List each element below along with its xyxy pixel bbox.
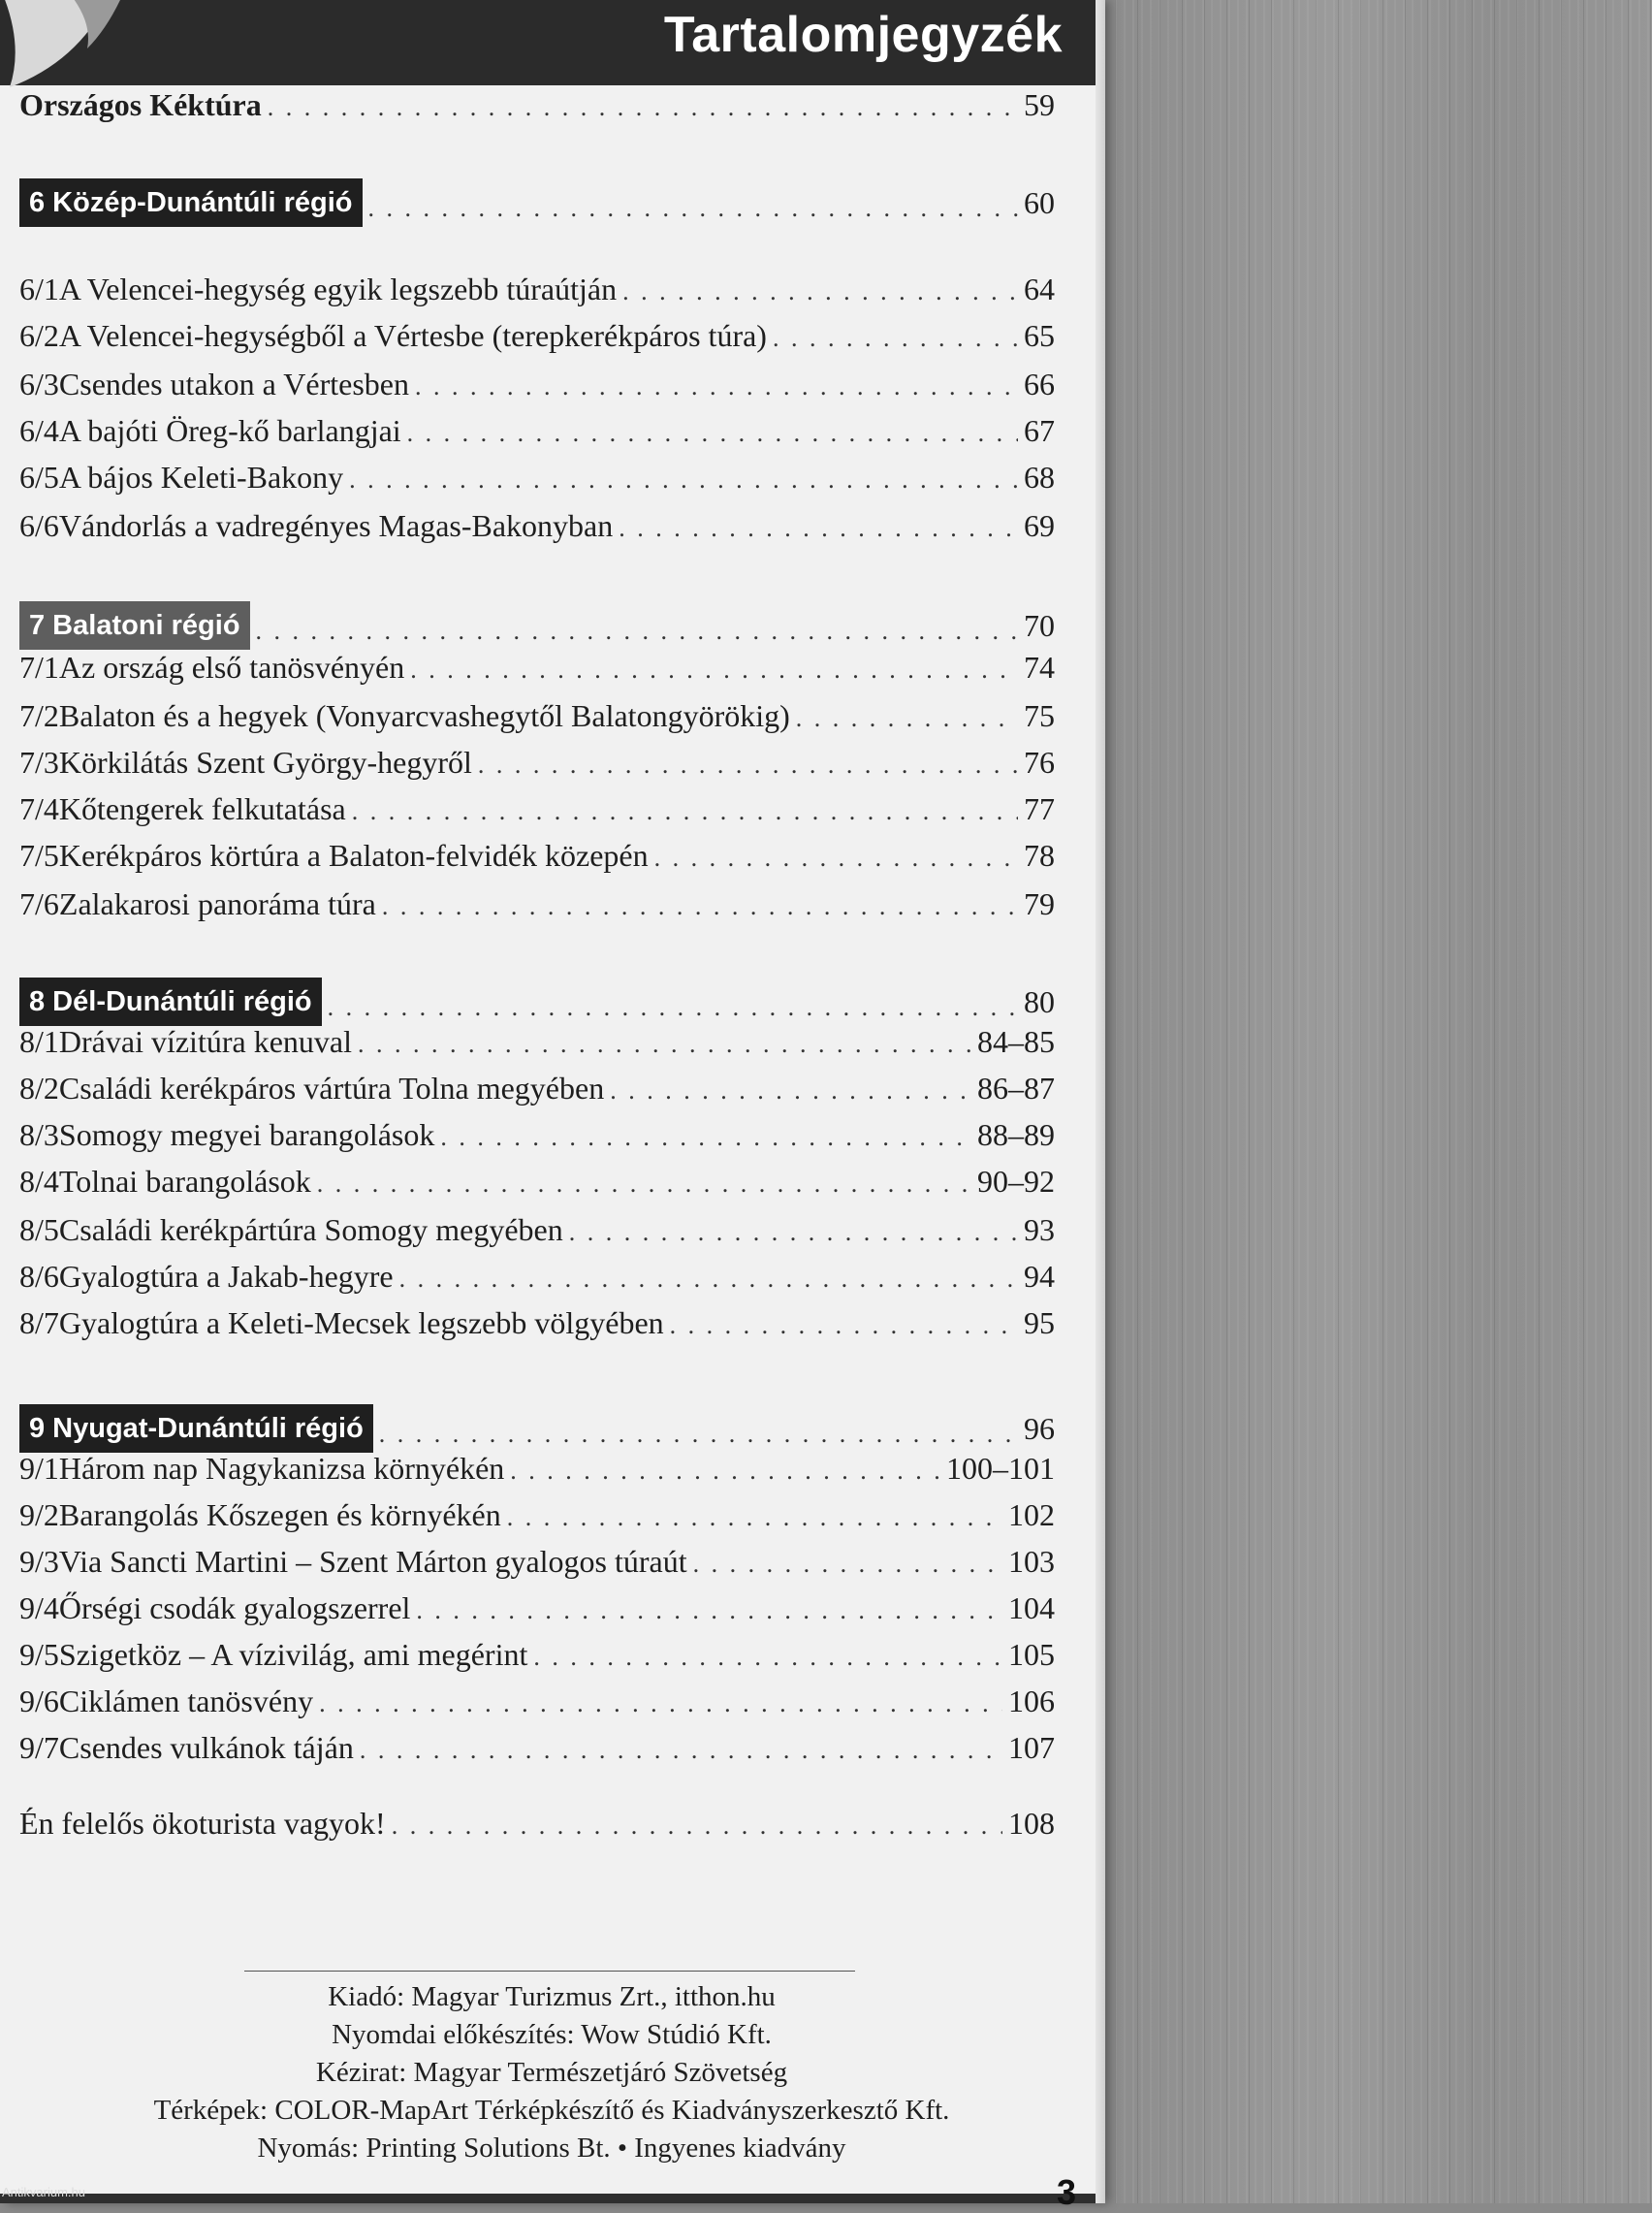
entry-page-number: 104 — [1008, 1590, 1055, 1625]
entry-number: 7/5 — [19, 838, 59, 873]
toc-entry — [19, 1730, 1055, 1775]
dot-leader — [773, 324, 1018, 353]
entry-title: Kerékpáros körtúra a Balaton-felvidék közepén — [58, 838, 649, 873]
entry-number: 9/7 — [19, 1730, 59, 1765]
toc-entry — [19, 838, 1055, 882]
entry-title: A Velencei-hegység egyik legszebb túraútján — [58, 272, 618, 306]
entry-page-number: 79 — [1024, 886, 1055, 921]
dot-leader — [399, 1265, 1018, 1294]
toc-entry — [19, 1684, 1055, 1728]
entry-number: 6/3 — [19, 367, 59, 401]
toc-entry — [19, 745, 1055, 789]
toc-entry — [19, 508, 1055, 553]
entry-title: Gyalogtúra a Jakab-hegyre — [58, 1259, 394, 1294]
dot-leader — [622, 277, 1018, 306]
entry-number: 7/4 — [19, 791, 59, 826]
dot-leader — [440, 1123, 971, 1152]
entry-page-number: 86–87 — [977, 1071, 1055, 1106]
entry-title: Csendes utakon a Vértesben — [58, 367, 409, 401]
entry-title: Ciklámen tanösvény — [58, 1684, 314, 1718]
entry-title: Drávai vízitúra kenuval — [58, 1024, 352, 1059]
toc-entry — [19, 1024, 1055, 1069]
toc-entry — [19, 1451, 1055, 1495]
entry-title: Via Sancti Martini – Szent Márton gyalogos túraút — [58, 1544, 687, 1579]
entry-number: 7/1 — [19, 650, 59, 685]
entry-title: Az ország első tanösvényén — [58, 650, 405, 685]
bottom-strip — [0, 2194, 1103, 2203]
dot-leader — [610, 1076, 971, 1106]
toc-section-heading — [19, 595, 1055, 650]
entry-number: 6/5 — [19, 460, 59, 495]
toc-entry — [19, 318, 1055, 363]
entry-page-number: 80 — [1024, 984, 1055, 1019]
imprint-line: Nyomdai előkészítés: Wow Stúdió Kft. — [332, 2019, 772, 2050]
entry-page-number: 77 — [1024, 791, 1055, 826]
entry-title: Családi kerékpáros vártúra Tolna megyében — [58, 1071, 605, 1106]
entry-page-number: 64 — [1024, 272, 1055, 306]
entry-page-number: 108 — [1008, 1806, 1055, 1841]
entry-page-number: 70 — [1024, 608, 1055, 643]
dot-leader — [507, 1503, 1002, 1532]
dot-leader — [416, 1596, 1002, 1625]
toc-entry — [19, 367, 1055, 411]
dot-leader — [328, 993, 1018, 1026]
entry-page-number: 60 — [1024, 185, 1055, 220]
entry-page-number: 67 — [1024, 413, 1055, 448]
toc-entry — [19, 1117, 1055, 1162]
entry-number: 8/2 — [19, 1071, 59, 1106]
entry-title: A bajóti Öreg-kő barlangjai — [58, 413, 401, 448]
toc-entry — [19, 791, 1055, 836]
toc-entry — [19, 1071, 1055, 1115]
dot-leader — [392, 1812, 1002, 1841]
entry-title: Vándorlás a vadregényes Magas-Bakonyban — [58, 508, 614, 543]
watermark: Antikvarium.hu — [2, 2185, 85, 2199]
toc-entry — [19, 87, 1055, 132]
entry-page-number: 76 — [1024, 745, 1055, 780]
imprint — [0, 1978, 1103, 2167]
toc-entry — [19, 1212, 1055, 1257]
toc-entry — [19, 1497, 1055, 1542]
dot-leader — [319, 1689, 1002, 1718]
dot-leader — [360, 1736, 1002, 1765]
entry-number: 8/6 — [19, 1259, 59, 1294]
imprint-line: Térképek: COLOR-MapArt Térképkészítő és Kiadványszerkesztő Kft. — [153, 2095, 950, 2126]
entry-number: 9/1 — [19, 1451, 59, 1486]
section-label: 6 Közép-Dunántúli régió — [19, 178, 363, 227]
toc-entry — [19, 1164, 1055, 1208]
entry-title: Kőtengerek felkutatása — [58, 791, 346, 826]
entry-number: 7/6 — [19, 886, 59, 921]
entry-page-number: 96 — [1024, 1411, 1055, 1446]
entry-page-number: 94 — [1024, 1259, 1055, 1294]
section-label: 7 Balatoni régió — [19, 601, 250, 650]
entry-number: 8/1 — [19, 1024, 59, 1059]
dot-leader — [569, 1218, 1018, 1247]
entry-number: 8/5 — [19, 1212, 59, 1247]
dot-leader — [352, 797, 1018, 826]
entry-page-number: 68 — [1024, 460, 1055, 495]
toc-section-heading — [19, 1398, 1055, 1453]
footer-divider — [244, 1971, 855, 1972]
entry-title: Gyalogtúra a Keleti-Mecsek legszebb völgyében — [58, 1305, 664, 1340]
dot-leader — [619, 514, 1018, 543]
dot-leader — [410, 656, 1018, 685]
entry-number: 8/7 — [19, 1305, 59, 1340]
entry-title: Balaton és a hegyek (Vonyarcvashegytől Balatongyörökig) — [58, 698, 790, 733]
entry-number: 6/1 — [19, 272, 59, 306]
entry-title: Őrségi csodák gyalogszerrel — [58, 1590, 411, 1625]
entry-number: 6/2 — [19, 318, 59, 353]
entry-number: 9/5 — [19, 1637, 59, 1672]
entry-title: Tolnai barangolások — [58, 1164, 311, 1199]
entry-number: 7/2 — [19, 698, 59, 733]
dot-leader — [693, 1550, 1002, 1579]
entry-page-number: 69 — [1024, 508, 1055, 543]
dot-leader — [407, 419, 1018, 448]
entry-page-number: 106 — [1008, 1684, 1055, 1718]
dot-leader — [256, 617, 1018, 650]
entry-number: 9/2 — [19, 1497, 59, 1532]
toc-entry — [19, 272, 1055, 316]
toc-entry — [19, 460, 1055, 504]
dot-leader — [349, 465, 1018, 495]
section-label: 8 Dél-Dunántúli régió — [19, 978, 322, 1026]
entry-number: 9/6 — [19, 1684, 59, 1718]
entry-number: 8/4 — [19, 1164, 59, 1199]
dot-leader — [368, 194, 1019, 227]
imprint-line: Kiadó: Magyar Turizmus Zrt., itthon.hu — [328, 1981, 776, 2012]
entry-page-number: 75 — [1024, 698, 1055, 733]
entry-page-number: 95 — [1024, 1305, 1055, 1340]
dot-leader — [796, 704, 1018, 733]
entry-number: 8/3 — [19, 1117, 59, 1152]
page-number: 3 — [1057, 2172, 1077, 2212]
imprint-line: Kézirat: Magyar Természetjáró Szövetség — [315, 2057, 788, 2088]
entry-title: Csendes vulkánok táján — [58, 1730, 354, 1765]
entry-page-number: 88–89 — [977, 1117, 1055, 1152]
entry-title: Somogy megyei barangolások — [58, 1117, 435, 1152]
entry-page-number: 59 — [1024, 87, 1055, 122]
dot-leader — [533, 1643, 1002, 1672]
toc-entry — [19, 886, 1055, 931]
entry-page-number: 90–92 — [977, 1164, 1055, 1199]
entry-page-number: 103 — [1008, 1544, 1055, 1579]
toc-entry — [19, 650, 1055, 694]
page-title: Tartalomjegyzék — [663, 7, 1063, 63]
entry-title: Én felelős ökoturista vagyok! — [19, 1806, 386, 1841]
entry-page-number: 100–101 — [946, 1451, 1055, 1486]
entry-title: Körkilátás Szent György-hegyről — [58, 745, 472, 780]
toc-entry — [19, 1637, 1055, 1682]
toc-entry — [19, 698, 1055, 743]
toc-entry — [19, 1590, 1055, 1635]
dot-leader — [415, 372, 1018, 401]
dot-leader — [382, 892, 1018, 921]
entry-title: Családi kerékpártúra Somogy megyében — [58, 1212, 563, 1247]
toc-section-heading — [19, 173, 1055, 227]
toc-entry — [19, 413, 1055, 458]
dot-leader — [317, 1170, 971, 1199]
entry-title: A Velencei-hegységből a Vértesbe (terepkerékpáros túra) — [58, 318, 767, 353]
entry-number: 6/6 — [19, 508, 59, 543]
dot-leader — [379, 1420, 1018, 1453]
dot-leader — [268, 93, 1018, 122]
dot-leader — [670, 1311, 1018, 1340]
entry-page-number: 93 — [1024, 1212, 1055, 1247]
entry-title: Három nap Nagykanizsa környékén — [58, 1451, 505, 1486]
entry-page-number: 74 — [1024, 650, 1055, 685]
entry-title: Szigetköz – A vízivilág, ami megérint — [58, 1637, 528, 1672]
toc-section-heading — [19, 972, 1055, 1026]
entry-number: 7/3 — [19, 745, 59, 780]
entry-number: 9/3 — [19, 1544, 59, 1579]
entry-page-number: 105 — [1008, 1637, 1055, 1672]
entry-title: Barangolás Kőszegen és környékén — [58, 1497, 501, 1532]
entry-page-number: 84–85 — [977, 1024, 1055, 1059]
entry-title: Országos Kéktúra — [19, 87, 262, 122]
section-label: 9 Nyugat-Dunántúli régió — [19, 1404, 373, 1453]
entry-title: Zalakarosi panoráma túra — [58, 886, 376, 921]
entry-page-number: 78 — [1024, 838, 1055, 873]
toc-entry — [19, 1544, 1055, 1588]
entry-title: A bájos Keleti-Bakony — [58, 460, 344, 495]
toc-entry — [19, 1305, 1055, 1350]
entry-page-number: 65 — [1024, 318, 1055, 353]
dot-leader — [654, 844, 1018, 873]
entry-page-number: 66 — [1024, 367, 1055, 401]
entry-page-number: 102 — [1008, 1497, 1055, 1532]
dot-leader — [358, 1030, 971, 1059]
page-edge — [1096, 0, 1105, 2203]
entry-number: 6/4 — [19, 413, 59, 448]
entry-number: 9/4 — [19, 1590, 59, 1625]
wooden-table-background — [1115, 0, 1652, 2203]
swoosh-logo-icon — [0, 0, 165, 97]
dot-leader — [510, 1457, 940, 1486]
entry-page-number: 107 — [1008, 1730, 1055, 1765]
toc-entry — [19, 1806, 1055, 1850]
header-bar — [0, 0, 1103, 85]
dot-leader — [478, 751, 1018, 780]
toc-entry — [19, 1259, 1055, 1303]
imprint-line: Nyomás: Printing Solutions Bt. • Ingyenes kiadvány — [257, 2133, 846, 2164]
